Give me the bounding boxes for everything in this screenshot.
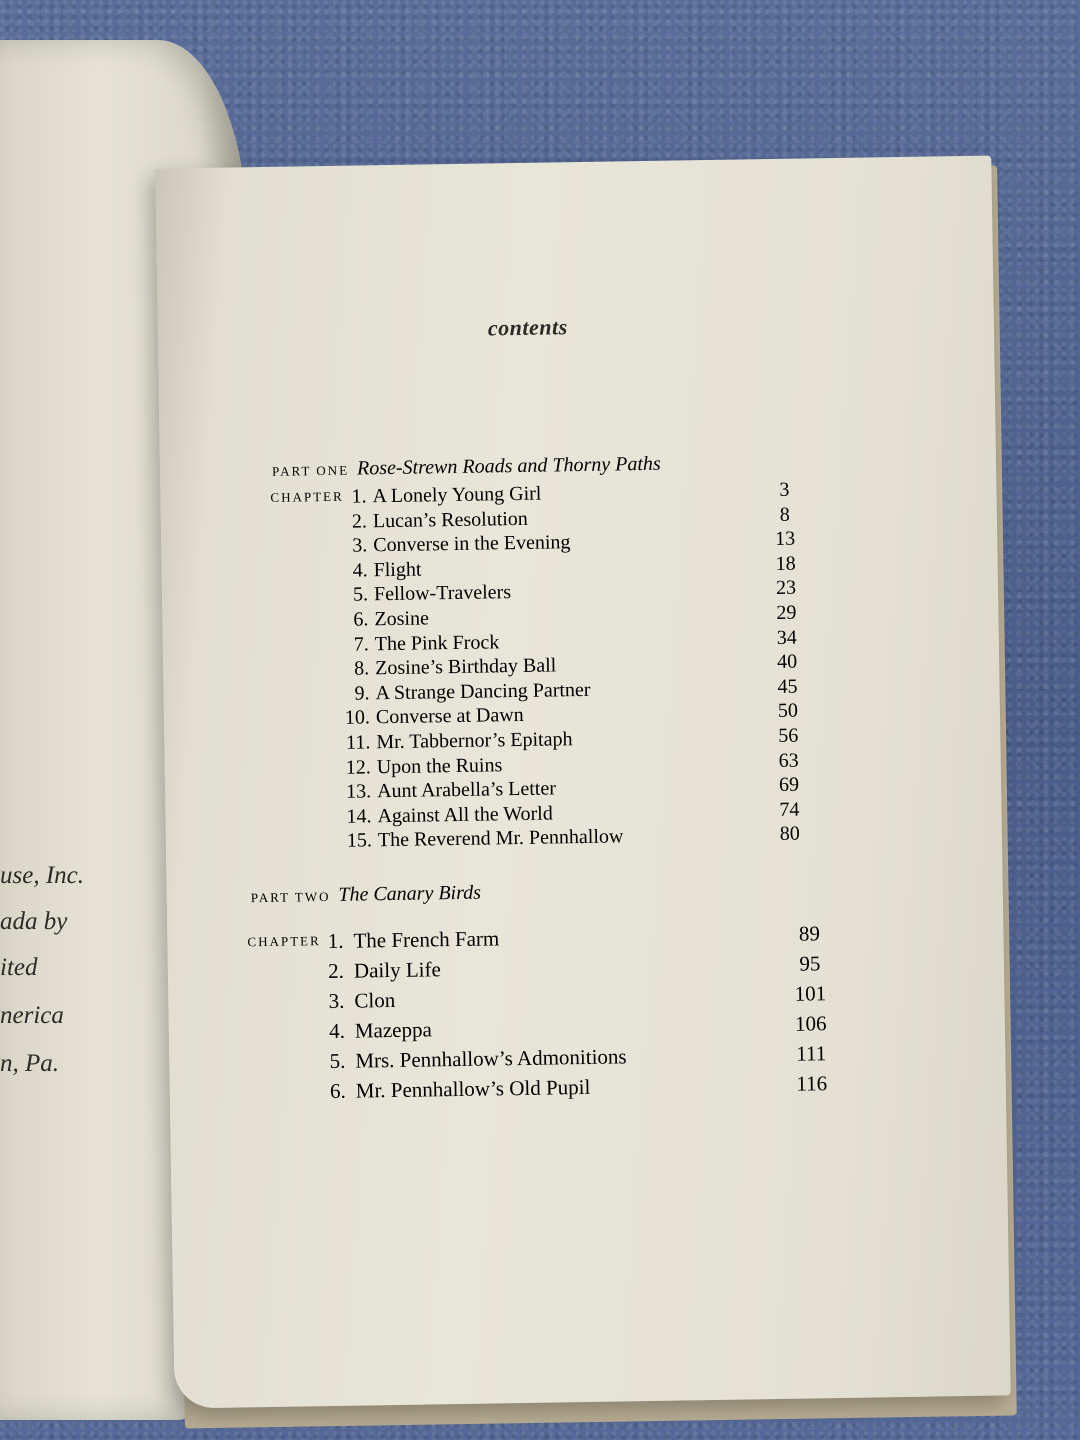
chapter-title: Lucan’s Resolution (372, 507, 529, 532)
chapter-label: CHAPTER (270, 488, 344, 505)
chapter-number: 13. (345, 780, 372, 803)
chapter-number: 7. (353, 632, 369, 656)
chapter-page-number: 34 (776, 626, 797, 649)
chapter-title: A Lonely Young Girl (372, 482, 542, 508)
chapter-page-number: 74 (779, 798, 800, 821)
part-label: PART ONE (271, 462, 350, 479)
part-label: PART TWO (250, 888, 331, 906)
contents-page (155, 156, 1010, 1409)
chapter-page-number: 13 (775, 527, 796, 551)
part-title: The Canary Birds (338, 881, 482, 906)
chapter-number: 14. (346, 805, 372, 828)
left-page-fragment: ited (0, 954, 38, 981)
part-heading (272, 453, 661, 482)
chapter-number: 4. (328, 1018, 346, 1044)
chapter-number: 3. (352, 534, 368, 557)
chapter-page-number: 116 (796, 1071, 828, 1096)
part-heading (251, 882, 482, 909)
page-title: contents (487, 314, 568, 341)
chapter-number: 15. (346, 829, 373, 853)
chapter-page-number: 45 (777, 675, 798, 698)
chapter-page-number: 95 (799, 951, 821, 976)
chapter-page-number: 40 (776, 650, 798, 674)
chapter-page-number: 8 (779, 503, 790, 526)
part-title: Rose-Strewn Roads and Thorny Paths (356, 452, 661, 480)
chapter-title: Daily Life (353, 957, 442, 983)
chapter-page-number: 111 (796, 1041, 827, 1066)
chapter-title: Clon (354, 987, 396, 1013)
chapter-number: 2. (351, 509, 368, 533)
chapter-title: Aunt Arabella’s Letter (376, 777, 557, 803)
chapter-page-number: 69 (778, 773, 800, 797)
chapter-title: Zosine’s Birthday Ball (375, 654, 557, 680)
chapter-title: Mr. Pennhallow’s Old Pupil (355, 1074, 591, 1103)
chapter-title: Mazeppa (354, 1017, 433, 1043)
chapter-label: CHAPTER (247, 933, 321, 950)
chapter-title: Mrs. Pennhallow’s Admonitions (355, 1044, 627, 1073)
chapter-number: 2. (327, 958, 345, 984)
left-page-fragment: n, Pa. (0, 1050, 60, 1077)
chapter-title: Converse at Dawn (375, 704, 524, 729)
left-page-fragment: ada by (0, 908, 68, 935)
chapter-number: 6. (329, 1078, 347, 1104)
chapter-number: 12. (345, 755, 371, 779)
chapter-number: 5. (352, 583, 369, 606)
chapter-page-number: 18 (775, 552, 796, 575)
chapter-number: 1. (351, 485, 367, 508)
chapter-number: 8. (354, 657, 370, 680)
chapter-title: The Reverend Mr. Pennhallow (377, 825, 624, 852)
chapter-number: 10. (344, 706, 371, 730)
chapter-page-number: 29 (776, 601, 797, 624)
chapter-page-number: 80 (779, 822, 801, 846)
chapter-title: Converse in the Evening (373, 531, 571, 557)
chapter-page-number: 63 (778, 749, 799, 772)
chapter-number: 3. (328, 988, 345, 1014)
chapter-page-number: 50 (777, 700, 799, 723)
chapter-page-number: 101 (794, 981, 827, 1006)
chapter-title: Upon the Ruins (376, 753, 503, 778)
chapter-page-number: 106 (794, 1011, 827, 1036)
chapter-number: 6. (353, 608, 369, 631)
chapter-title: Zosine (374, 607, 430, 631)
chapter-page-number: 23 (775, 577, 797, 600)
left-page-fragment: nerica (0, 1002, 64, 1029)
chapter-page-number: 56 (778, 724, 799, 747)
chapter-number: 5. (329, 1048, 346, 1074)
chapter-title: Against All the World (377, 802, 553, 828)
chapter-number: 4. (352, 559, 368, 582)
left-page-fragment: use, Inc. (0, 862, 84, 889)
chapter-title: The Pink Frock (374, 630, 500, 655)
chapter-number: 1. (327, 928, 344, 954)
chapter-title: Fellow-Travelers (373, 581, 512, 606)
chapter-title: Flight (373, 558, 422, 582)
chapter-page-number: 3 (779, 478, 790, 501)
chapter-title: Mr. Tabbernor’s Epitaph (376, 728, 573, 754)
chapter-page-number: 89 (798, 921, 821, 946)
chapter-number: 11. (345, 731, 371, 754)
chapter-title: The French Farm (353, 926, 500, 953)
chapter-number: 9. (354, 682, 370, 705)
chapter-title: A Strange Dancing Partner (375, 678, 591, 705)
